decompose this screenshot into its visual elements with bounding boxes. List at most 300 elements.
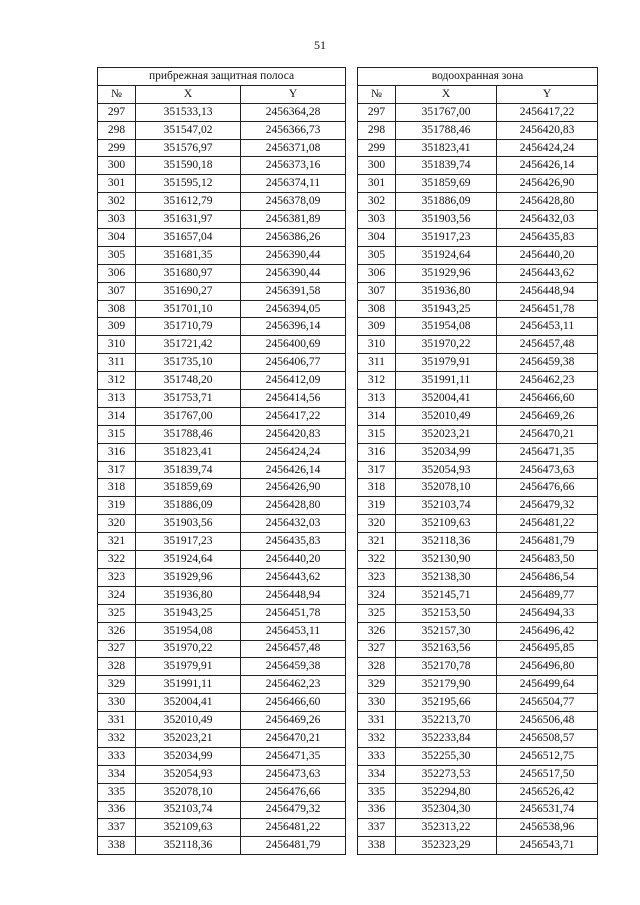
right-cell-y: 2456428,80	[497, 193, 598, 211]
right-cell-x: 352109,63	[396, 515, 497, 533]
left-cell-x: 351943,25	[136, 604, 241, 622]
right-cell-number: 309	[358, 318, 396, 336]
left-cell-y: 2456443,62	[241, 568, 346, 586]
left-header-x: X	[136, 85, 241, 103]
left-cell-number: 313	[98, 390, 136, 408]
right-cell-y: 2456469,26	[497, 407, 598, 425]
left-cell-x: 351886,09	[136, 497, 241, 515]
left-cell-y: 2456391,58	[241, 282, 346, 300]
column-gap	[346, 658, 358, 676]
right-cell-y: 2456481,22	[497, 515, 598, 533]
right-cell-x: 352034,99	[396, 443, 497, 461]
right-cell-x: 351954,08	[396, 318, 497, 336]
right-cell-y: 2456508,57	[497, 729, 598, 747]
right-cell-number: 338	[358, 837, 396, 855]
left-cell-x: 351690,27	[136, 282, 241, 300]
table-row	[98, 533, 598, 551]
left-cell-y: 2456390,44	[241, 264, 346, 282]
column-gap	[346, 604, 358, 622]
left-cell-y: 2456386,26	[241, 229, 346, 247]
table-row	[98, 747, 598, 765]
left-cell-y: 2456451,78	[241, 604, 346, 622]
table-row	[98, 318, 598, 336]
left-cell-y: 2456381,89	[241, 211, 346, 229]
right-cell-x: 352103,74	[396, 497, 497, 515]
right-cell-y: 2456506,48	[497, 712, 598, 730]
left-cell-y: 2456466,60	[241, 694, 346, 712]
right-cell-x: 352138,30	[396, 568, 497, 586]
right-cell-number: 320	[358, 515, 396, 533]
left-cell-number: 305	[98, 246, 136, 264]
left-cell-x: 352103,74	[136, 801, 241, 819]
right-cell-number: 330	[358, 694, 396, 712]
left-cell-x: 351924,64	[136, 551, 241, 569]
column-gap	[346, 622, 358, 640]
right-cell-x: 352130,90	[396, 551, 497, 569]
right-cell-number: 298	[358, 121, 396, 139]
column-gap	[346, 282, 358, 300]
left-cell-number: 325	[98, 604, 136, 622]
right-cell-number: 307	[358, 282, 396, 300]
table-row	[98, 372, 598, 390]
left-cell-x: 351788,46	[136, 425, 241, 443]
right-cell-x: 351767,00	[396, 103, 497, 121]
right-cell-x: 351991,11	[396, 372, 497, 390]
left-cell-number: 311	[98, 354, 136, 372]
right-cell-number: 297	[358, 103, 396, 121]
left-cell-y: 2456426,90	[241, 479, 346, 497]
column-gap	[346, 121, 358, 139]
column-gap	[346, 765, 358, 783]
right-cell-number: 325	[358, 604, 396, 622]
column-gap	[346, 515, 358, 533]
left-cell-number: 326	[98, 622, 136, 640]
left-cell-y: 2456374,11	[241, 175, 346, 193]
right-cell-x: 351943,25	[396, 300, 497, 318]
table-row	[98, 354, 598, 372]
right-cell-y: 2456489,77	[497, 586, 598, 604]
left-cell-y: 2456469,26	[241, 712, 346, 730]
left-cell-x: 351681,35	[136, 246, 241, 264]
right-cell-y: 2456470,21	[497, 425, 598, 443]
column-gap	[346, 533, 358, 551]
left-cell-x: 351595,12	[136, 175, 241, 193]
left-cell-number: 324	[98, 586, 136, 604]
right-cell-x: 352313,22	[396, 819, 497, 837]
right-cell-y: 2456496,80	[497, 658, 598, 676]
right-cell-x: 352004,41	[396, 390, 497, 408]
table-row	[98, 622, 598, 640]
right-cell-y: 2456531,74	[497, 801, 598, 819]
right-cell-x: 352179,90	[396, 676, 497, 694]
right-cell-number: 301	[358, 175, 396, 193]
left-cell-y: 2456400,69	[241, 336, 346, 354]
left-cell-number: 306	[98, 264, 136, 282]
right-cell-x: 351823,41	[396, 139, 497, 157]
left-cell-y: 2456479,32	[241, 801, 346, 819]
column-gap	[346, 568, 358, 586]
left-cell-number: 304	[98, 229, 136, 247]
left-cell-number: 315	[98, 425, 136, 443]
column-gap	[346, 819, 358, 837]
table-row	[98, 246, 598, 264]
right-cell-x: 352010,49	[396, 407, 497, 425]
table-row	[98, 694, 598, 712]
left-cell-y: 2456481,79	[241, 837, 346, 855]
left-cell-x: 351533,13	[136, 103, 241, 121]
table-row	[98, 282, 598, 300]
right-cell-number: 336	[358, 801, 396, 819]
left-cell-number: 335	[98, 783, 136, 801]
left-cell-y: 2456424,24	[241, 443, 346, 461]
column-gap	[346, 246, 358, 264]
right-header-number: №	[358, 85, 396, 103]
left-cell-number: 338	[98, 837, 136, 855]
right-cell-x: 352145,71	[396, 586, 497, 604]
left-cell-x: 351748,20	[136, 372, 241, 390]
column-gap	[346, 676, 358, 694]
left-cell-y: 2456457,48	[241, 640, 346, 658]
right-cell-x: 351788,46	[396, 121, 497, 139]
left-cell-x: 351631,97	[136, 211, 241, 229]
left-cell-number: 297	[98, 103, 136, 121]
column-gap	[346, 193, 358, 211]
left-cell-number: 302	[98, 193, 136, 211]
right-cell-y: 2456483,50	[497, 551, 598, 569]
left-cell-y: 2456432,03	[241, 515, 346, 533]
right-cell-number: 322	[358, 551, 396, 569]
left-cell-number: 330	[98, 694, 136, 712]
left-cell-x: 351839,74	[136, 461, 241, 479]
right-cell-number: 331	[358, 712, 396, 730]
left-cell-x: 352023,21	[136, 729, 241, 747]
right-cell-y: 2456459,38	[497, 354, 598, 372]
left-cell-x: 352109,63	[136, 819, 241, 837]
left-cell-x: 352034,99	[136, 747, 241, 765]
right-cell-y: 2456517,50	[497, 765, 598, 783]
left-cell-x: 351979,91	[136, 658, 241, 676]
right-cell-number: 300	[358, 157, 396, 175]
left-cell-x: 351590,18	[136, 157, 241, 175]
table-row	[98, 193, 598, 211]
left-cell-x: 351701,10	[136, 300, 241, 318]
right-cell-x: 352163,56	[396, 640, 497, 658]
table-row	[98, 390, 598, 408]
right-cell-x: 352294,80	[396, 783, 497, 801]
coordinates-table	[97, 67, 598, 855]
right-cell-y: 2456486,54	[497, 568, 598, 586]
right-cell-x: 352054,93	[396, 461, 497, 479]
right-cell-y: 2456494,33	[497, 604, 598, 622]
right-header-x: X	[396, 85, 497, 103]
column-gap	[346, 264, 358, 282]
left-cell-number: 307	[98, 282, 136, 300]
right-cell-x: 352023,21	[396, 425, 497, 443]
column-gap	[346, 747, 358, 765]
table-row	[98, 443, 598, 461]
right-cell-number: 334	[358, 765, 396, 783]
left-cell-number: 299	[98, 139, 136, 157]
column-gap	[346, 354, 358, 372]
right-cell-y: 2456538,96	[497, 819, 598, 837]
left-cell-y: 2456417,22	[241, 407, 346, 425]
right-cell-number: 337	[358, 819, 396, 837]
right-cell-y: 2456504,77	[497, 694, 598, 712]
left-cell-y: 2456470,21	[241, 729, 346, 747]
left-cell-x: 351991,11	[136, 676, 241, 694]
column-gap	[346, 103, 358, 121]
right-cell-x: 351903,56	[396, 211, 497, 229]
right-cell-y: 2456473,63	[497, 461, 598, 479]
right-cell-number: 333	[358, 747, 396, 765]
left-cell-x: 351917,23	[136, 533, 241, 551]
right-cell-y: 2456495,85	[497, 640, 598, 658]
right-cell-x: 352170,78	[396, 658, 497, 676]
right-cell-number: 321	[358, 533, 396, 551]
left-cell-number: 336	[98, 801, 136, 819]
left-cell-x: 351859,69	[136, 479, 241, 497]
left-cell-y: 2456473,63	[241, 765, 346, 783]
column-gap	[346, 694, 358, 712]
column-gap	[346, 461, 358, 479]
right-cell-x: 351929,96	[396, 264, 497, 282]
table-row	[98, 676, 598, 694]
right-cell-y: 2456457,48	[497, 336, 598, 354]
table-row	[98, 157, 598, 175]
right-cell-x: 352273,53	[396, 765, 497, 783]
column-gap	[346, 407, 358, 425]
right-cell-number: 305	[358, 246, 396, 264]
right-cell-x: 352118,36	[396, 533, 497, 551]
right-cell-number: 310	[358, 336, 396, 354]
column-gap	[346, 801, 358, 819]
table-row	[98, 783, 598, 801]
column-gap	[346, 712, 358, 730]
left-cell-number: 319	[98, 497, 136, 515]
left-cell-y: 2456364,28	[241, 103, 346, 121]
column-gap	[346, 300, 358, 318]
column-gap	[346, 68, 358, 86]
table-row	[98, 658, 598, 676]
left-header-y: Y	[241, 85, 346, 103]
right-cell-x: 352233,84	[396, 729, 497, 747]
left-cell-y: 2456371,08	[241, 139, 346, 157]
column-gap	[346, 837, 358, 855]
right-cell-number: 316	[358, 443, 396, 461]
left-cell-y: 2456471,35	[241, 747, 346, 765]
table-row	[98, 837, 598, 855]
table-row	[98, 712, 598, 730]
right-cell-x: 351839,74	[396, 157, 497, 175]
left-cell-x: 352004,41	[136, 694, 241, 712]
right-cell-x: 352153,50	[396, 604, 497, 622]
table-row	[98, 497, 598, 515]
table-row	[98, 336, 598, 354]
right-cell-y: 2456443,62	[497, 264, 598, 282]
left-section-title: прибрежная защитная полоса	[98, 68, 346, 86]
left-cell-x: 351753,71	[136, 390, 241, 408]
right-cell-x: 351886,09	[396, 193, 497, 211]
column-gap	[346, 139, 358, 157]
table-row	[98, 425, 598, 443]
right-cell-y: 2456479,32	[497, 497, 598, 515]
left-cell-y: 2456378,09	[241, 193, 346, 211]
left-cell-number: 327	[98, 640, 136, 658]
left-cell-x: 351929,96	[136, 568, 241, 586]
right-cell-y: 2456424,24	[497, 139, 598, 157]
right-cell-y: 2456432,03	[497, 211, 598, 229]
coordinates-body	[98, 103, 598, 854]
left-cell-number: 334	[98, 765, 136, 783]
right-cell-y: 2456526,42	[497, 783, 598, 801]
left-cell-y: 2456453,11	[241, 622, 346, 640]
left-cell-number: 332	[98, 729, 136, 747]
right-cell-y: 2456417,22	[497, 103, 598, 121]
table-row	[98, 121, 598, 139]
right-cell-y: 2456499,64	[497, 676, 598, 694]
left-cell-x: 351576,97	[136, 139, 241, 157]
right-cell-x: 351859,69	[396, 175, 497, 193]
right-cell-y: 2456440,20	[497, 246, 598, 264]
column-gap	[346, 729, 358, 747]
left-cell-y: 2456394,05	[241, 300, 346, 318]
table-row	[98, 175, 598, 193]
right-cell-number: 302	[358, 193, 396, 211]
right-header-y: Y	[497, 85, 598, 103]
column-gap	[346, 586, 358, 604]
right-cell-number: 335	[358, 783, 396, 801]
right-cell-x: 352323,29	[396, 837, 497, 855]
left-cell-y: 2456481,22	[241, 819, 346, 837]
left-cell-x: 351657,04	[136, 229, 241, 247]
left-cell-number: 322	[98, 551, 136, 569]
right-cell-x: 352255,30	[396, 747, 497, 765]
right-cell-number: 308	[358, 300, 396, 318]
table-row	[98, 461, 598, 479]
table-row	[98, 604, 598, 622]
left-cell-y: 2456390,44	[241, 246, 346, 264]
column-gap	[346, 211, 358, 229]
left-cell-y: 2456448,94	[241, 586, 346, 604]
right-cell-y: 2456481,79	[497, 533, 598, 551]
right-cell-x: 352213,70	[396, 712, 497, 730]
left-cell-y: 2456366,73	[241, 121, 346, 139]
left-cell-number: 301	[98, 175, 136, 193]
column-gap	[346, 390, 358, 408]
left-cell-y: 2456426,14	[241, 461, 346, 479]
left-cell-y: 2456476,66	[241, 783, 346, 801]
left-cell-x: 352078,10	[136, 783, 241, 801]
left-cell-number: 314	[98, 407, 136, 425]
left-cell-y: 2456459,38	[241, 658, 346, 676]
table-row	[98, 568, 598, 586]
right-cell-number: 299	[358, 139, 396, 157]
right-cell-number: 312	[358, 372, 396, 390]
left-cell-number: 321	[98, 533, 136, 551]
right-cell-x: 351924,64	[396, 246, 497, 264]
right-cell-y: 2456496,42	[497, 622, 598, 640]
column-gap	[346, 497, 358, 515]
column-gap	[346, 479, 358, 497]
column-gap	[346, 175, 358, 193]
left-cell-number: 318	[98, 479, 136, 497]
left-cell-number: 308	[98, 300, 136, 318]
right-cell-x: 351970,22	[396, 336, 497, 354]
left-header-number: №	[98, 85, 136, 103]
table-row	[98, 103, 598, 121]
left-cell-y: 2456462,23	[241, 676, 346, 694]
table-row	[98, 300, 598, 318]
right-cell-y: 2456426,90	[497, 175, 598, 193]
right-cell-x: 351936,80	[396, 282, 497, 300]
left-cell-x: 351767,00	[136, 407, 241, 425]
right-cell-y: 2456543,71	[497, 837, 598, 855]
column-gap	[346, 157, 358, 175]
left-cell-number: 309	[98, 318, 136, 336]
right-cell-y: 2456466,60	[497, 390, 598, 408]
left-cell-y: 2456396,14	[241, 318, 346, 336]
right-cell-y: 2456512,75	[497, 747, 598, 765]
left-cell-number: 329	[98, 676, 136, 694]
column-gap	[346, 229, 358, 247]
left-cell-x: 352118,36	[136, 837, 241, 855]
table-row	[98, 264, 598, 282]
right-section-title: водоохранная зона	[358, 68, 598, 86]
column-gap	[346, 336, 358, 354]
right-cell-number: 332	[358, 729, 396, 747]
left-cell-x: 351936,80	[136, 586, 241, 604]
right-cell-number: 303	[358, 211, 396, 229]
right-cell-number: 317	[358, 461, 396, 479]
left-cell-x: 351823,41	[136, 443, 241, 461]
left-cell-number: 317	[98, 461, 136, 479]
column-gap	[346, 640, 358, 658]
right-cell-number: 315	[358, 425, 396, 443]
left-cell-number: 300	[98, 157, 136, 175]
left-cell-x: 351721,42	[136, 336, 241, 354]
table-row	[98, 407, 598, 425]
right-cell-number: 306	[358, 264, 396, 282]
table-row	[98, 515, 598, 533]
table-row	[98, 551, 598, 569]
left-cell-y: 2456435,83	[241, 533, 346, 551]
right-cell-number: 324	[358, 586, 396, 604]
left-cell-number: 303	[98, 211, 136, 229]
right-cell-y: 2456451,78	[497, 300, 598, 318]
left-cell-number: 333	[98, 747, 136, 765]
right-cell-y: 2456453,11	[497, 318, 598, 336]
section-title-row	[98, 68, 598, 86]
left-cell-number: 312	[98, 372, 136, 390]
right-cell-number: 323	[358, 568, 396, 586]
left-cell-y: 2456414,56	[241, 390, 346, 408]
left-cell-y: 2456428,80	[241, 497, 346, 515]
right-cell-number: 304	[358, 229, 396, 247]
right-cell-number: 326	[358, 622, 396, 640]
right-cell-y: 2456462,23	[497, 372, 598, 390]
column-gap	[346, 783, 358, 801]
left-cell-number: 310	[98, 336, 136, 354]
left-cell-number: 331	[98, 712, 136, 730]
column-gap	[346, 85, 358, 103]
table-row	[98, 765, 598, 783]
table-row	[98, 586, 598, 604]
right-cell-number: 311	[358, 354, 396, 372]
left-cell-x: 351547,02	[136, 121, 241, 139]
left-cell-y: 2456406,77	[241, 354, 346, 372]
left-cell-x: 351612,79	[136, 193, 241, 211]
table-row	[98, 211, 598, 229]
